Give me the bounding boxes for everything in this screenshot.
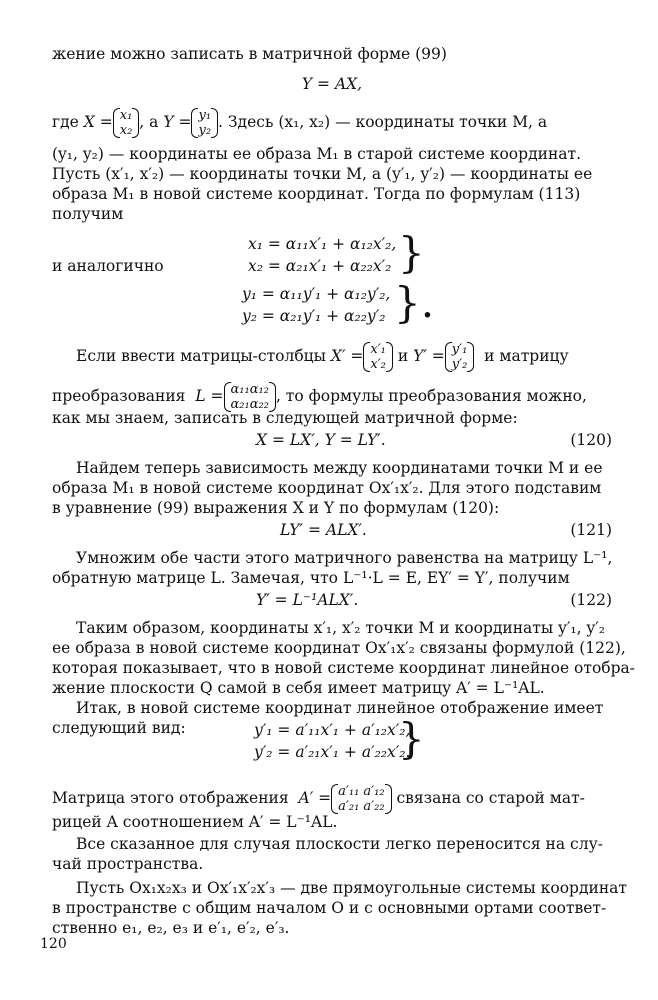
text-line: Итак, в новой системе координат линейное отображение имеет bbox=[76, 699, 604, 717]
text-line: Пусть Ox₁x₂x₃ и Ox′₁x′₂x′₃ — две прямоугольные системы координат bbox=[76, 879, 627, 897]
matrix-y: y₁ y₂ bbox=[191, 108, 218, 138]
text-line: Все сказанное для случая плоскости легко переносится на слу- bbox=[76, 835, 603, 853]
text-line: которая показывает, что в новой системе координат линейное отобра- bbox=[52, 659, 636, 677]
text-line: (y₁, y₂) — координаты ее образа M₁ в старой системе координат. bbox=[52, 145, 582, 163]
text-line-with-matrices: где X = x₁ x₂ , а Y = y₁ y₂ . Здесь (x₁, x₂) — координаты точки M, а bbox=[52, 108, 548, 138]
text-line: обратную матрице L. Замечая, что L⁻¹·L = E, EY′ = Y′, получим bbox=[52, 569, 570, 587]
system-x-line-2: x₂ = α₂₁x′₁ + α₂₂x′₂ bbox=[248, 257, 392, 275]
text-line-with-matrices: Если ввести матрицы-столбцы X′ = x′₁ x′₂ и Y′ = y′₁ y′₂ и матрицу bbox=[76, 342, 569, 372]
matrix-x: x₁ x₂ bbox=[113, 108, 140, 138]
text-line: образа M₁ в новой системе координат. Тогда по формулам (113) bbox=[52, 185, 581, 203]
brace-right: } bbox=[398, 228, 425, 277]
equation-number: (122) bbox=[570, 591, 612, 609]
page-number: 120 bbox=[40, 936, 67, 952]
equation-120: X = LX′, Y = LY′. bbox=[256, 431, 386, 449]
text-line: получим bbox=[52, 205, 124, 223]
equation-number: (121) bbox=[570, 521, 612, 539]
matrix-a-prime: a′₁₁ a′₁₂ a′₂₁ a′₂₂ bbox=[331, 784, 391, 814]
system-x-line-1: x₁ = α₁₁x′₁ + α₁₂x′₂, bbox=[248, 235, 397, 253]
text-line: ее образа в новой системе координат Ox′₁x′₂ связаны формулой (122), bbox=[52, 639, 626, 657]
system-prime-line-1: y′₁ = a′₁₁x′₁ + a′₁₂x′₂, bbox=[254, 721, 411, 739]
text-line-with-matrices: Матрица этого отображения A′ = a′₁₁ a′₁₂ a′₂₁ a′₂₂ связана со старой мат- bbox=[52, 784, 585, 814]
text-line: рицей A соотношением A′ = L⁻¹AL. bbox=[52, 813, 338, 831]
text-line: в пространстве с общим началом O и с основными ортами соответ- bbox=[52, 899, 607, 917]
matrix-y-prime: y′₁ y′₂ bbox=[445, 342, 475, 372]
equation-122: Y′ = L⁻¹ALX′. bbox=[256, 591, 359, 609]
equation-99: Y = AX, bbox=[301, 75, 363, 93]
system-prime-line-2: y′₂ = a′₂₁x′₁ + a′₂₂x′₂. bbox=[254, 743, 411, 761]
system-y-line-2: y₂ = α₂₁y′₁ + α₂₂y′₂ bbox=[242, 307, 386, 325]
text-line: ственно e₁, e₂, e₃ и e′₁, e′₂, e′₃. bbox=[52, 919, 290, 937]
text-line: чай пространства. bbox=[52, 855, 204, 873]
text-line: в уравнение (99) выражения X и Y по формулам (120): bbox=[52, 499, 500, 517]
text-line: как мы знаем, записать в следующей матричной форме: bbox=[52, 409, 518, 427]
text-line: образа M₁ в новой системе координат Ox′₁x′₂. Для этого подставим bbox=[52, 479, 602, 497]
equation-number: (120) bbox=[570, 431, 612, 449]
matrix-x-prime: x′₁ x′₂ bbox=[363, 342, 393, 372]
text-line: Таким образом, координаты x′₁, x′₂ точки M и координаты y′₁, y′₂ bbox=[76, 619, 605, 637]
brace-right: }. bbox=[394, 278, 435, 327]
text-line: жение можно записать в матричной форме (99) bbox=[52, 45, 447, 63]
text-line: жение плоскости Q самой в себя имеет матрицу A′ = L⁻¹AL. bbox=[52, 679, 545, 697]
system-y-line-1: y₁ = α₁₁y′₁ + α₁₂y′₂, bbox=[242, 285, 391, 303]
text-line: Пусть (x′₁, x′₂) — координаты точки M, а (y′₁, y′₂) — координаты ее bbox=[52, 165, 593, 183]
text-line-with-matrices: преобразования L = α₁₁α₁₂ α₂₁α₂₂ , то формулы преобразования можно, bbox=[52, 382, 587, 412]
text-line: Умножим обе части этого матричного равенства на матрицу L⁻¹, bbox=[76, 549, 613, 567]
brace-right: } bbox=[398, 714, 425, 763]
equation-121: LY′ = ALX′. bbox=[280, 521, 367, 539]
text-line: и аналогично bbox=[52, 257, 164, 275]
matrix-l: α₁₁α₁₂ α₂₁α₂₂ bbox=[224, 382, 276, 412]
text-line: следующий вид: bbox=[52, 719, 186, 737]
text-line: Найдем теперь зависимость между координатами точки M и ее bbox=[76, 459, 603, 477]
